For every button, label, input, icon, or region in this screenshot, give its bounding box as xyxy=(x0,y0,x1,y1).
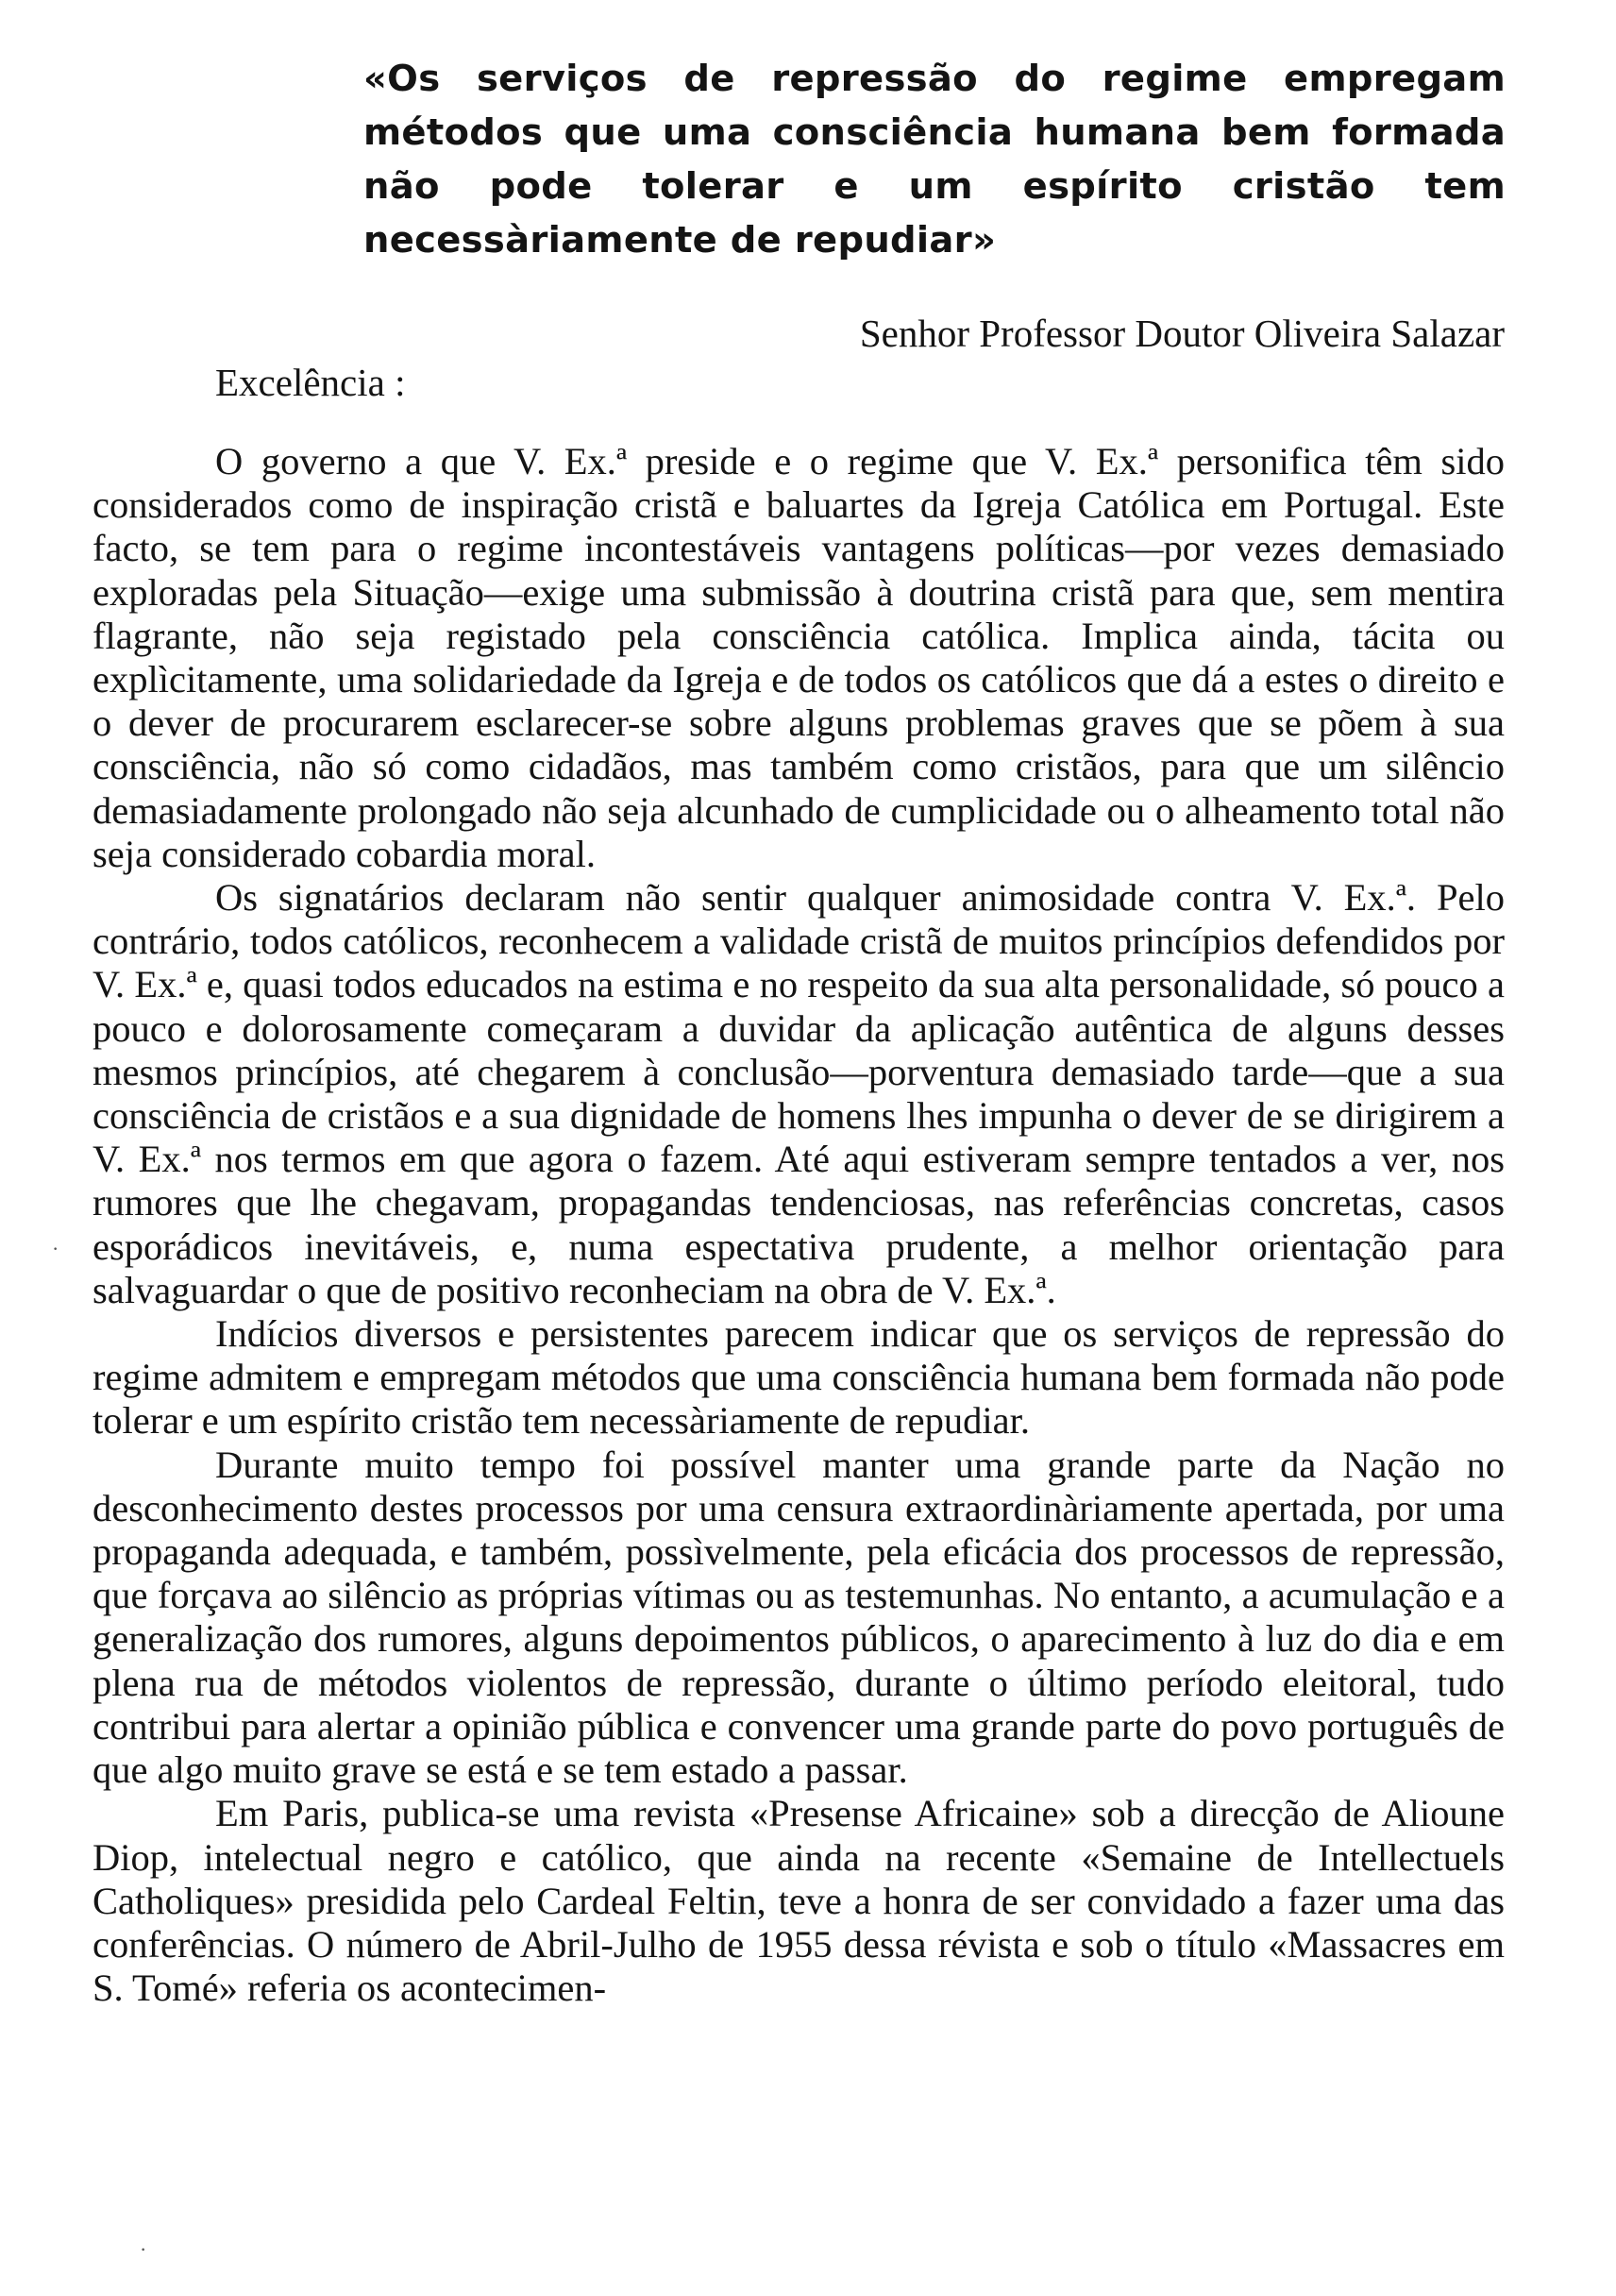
scan-speck: · xyxy=(52,1237,59,1260)
letter-body xyxy=(93,440,1505,2010)
addressee-line: Senhor Professor Doutor Oliveira Salazar xyxy=(859,312,1505,355)
paragraph-5: Em Paris, publica-se uma revista «Presense Africaine» sob a direcção de Alioune Diop, intelectual negro e católico, que ainda na recente «Semaine de Intellectuels Catholiques» presidida pelo Cardeal Feltin, teve a honra de ser convidado a fazer uma das conferências. O número de Abril-Julho de 1955 dessa révista e sob o título «Massacres em S. Tomé» referia os acontecimen- xyxy=(93,1792,1505,2010)
salutation: Excelência : xyxy=(215,361,406,404)
epigraph-quote: «Os serviços de repressão do regime empregam métodos que uma consciência humana bem formada não pode tolerar e um espírito cristão tem necessàriamente de repudiar» xyxy=(363,58,1506,262)
paragraph-2: Os signatários declaram não sentir qualquer animosidade contra V. Ex.ª. Pelo contrário, todos católicos, reconhecem a validade cristã de muitos princípios defendidos por V. Ex.ª e, quasi todos educados na estima e no respeito da sua alta personalidade, só pouco a pouco e dolorosamente começaram a duvidar da aplicação autêntica de alguns desses mesmos princípios, até chegarem à conclusão—porventura demasiado tarde—que a sua consciência de cristãos e a sua dignidade de homens lhes impunha o dever de se dirigirem a V. Ex.ª nos termos em que agora o fazem. Até aqui estiveram sempre tentados a ver, nos rumores que lhe chegavam, propagandas tendenciosas, nas referências concretas, casos esporádicos inevitáveis, e, numa espectativa prudente, a melhor orientação para salvaguardar o que de positivo reconheciam na obra de V. Ex.ª. xyxy=(93,876,1505,1311)
paragraph-1: O governo a que V. Ex.ª preside e o regime que V. Ex.ª personifica têm sido considerados como de inspiração cristã e baluartes da Igreja Católica em Portugal. Este facto, se tem para o regime incontestáveis vantagens políticas—por vezes demasiado exploradas pela Situação—exige uma submissão à doutrina cristã para que, sem mentira flagrante, não seja registado pela consciência católica. Implica ainda, tácita ou explìcitamente, uma solidariedade da Igreja e de todos os católicos que dá a estes o direito e o dever de procurarem esclarecer-se sobre alguns problemas graves que se põem à sua consciência, não só como cidadãos, mas também como cristãos, para que um silêncio demasiadamente prolongado não seja alcunhado de cumplicidade ou o alheamento total não seja considerado cobardia moral. xyxy=(93,440,1505,875)
paragraph-4: Durante muito tempo foi possível manter uma grande parte da Nação no desconhecimento destes processos por uma censura extraordinàriamente apertada, por uma propaganda adequada, e também, possìvelmente, pela eficácia dos processos de repressão, que forçava ao silêncio as próprias vítimas ou as testemunhas. No entanto, a acumulação e a generalização dos rumores, alguns depoimentos públicos, o aparecimento à luz do dia e em plena rua de métodos violentos de repressão, durante o último período eleitoral, tudo contribui para alertar a opinião pública e convencer uma grande parte do povo português de que algo muito grave se está e se tem estado a passar. xyxy=(93,1443,1505,1792)
scan-speck: · xyxy=(140,2237,147,2261)
paragraph-3: Indícios diversos e persistentes parecem indicar que os serviços de repressão do regime admitem e empregam métodos que uma consciência humana bem formada não pode tolerar e um espírito cristão tem necessàriamente de repudiar. xyxy=(93,1312,1505,1443)
